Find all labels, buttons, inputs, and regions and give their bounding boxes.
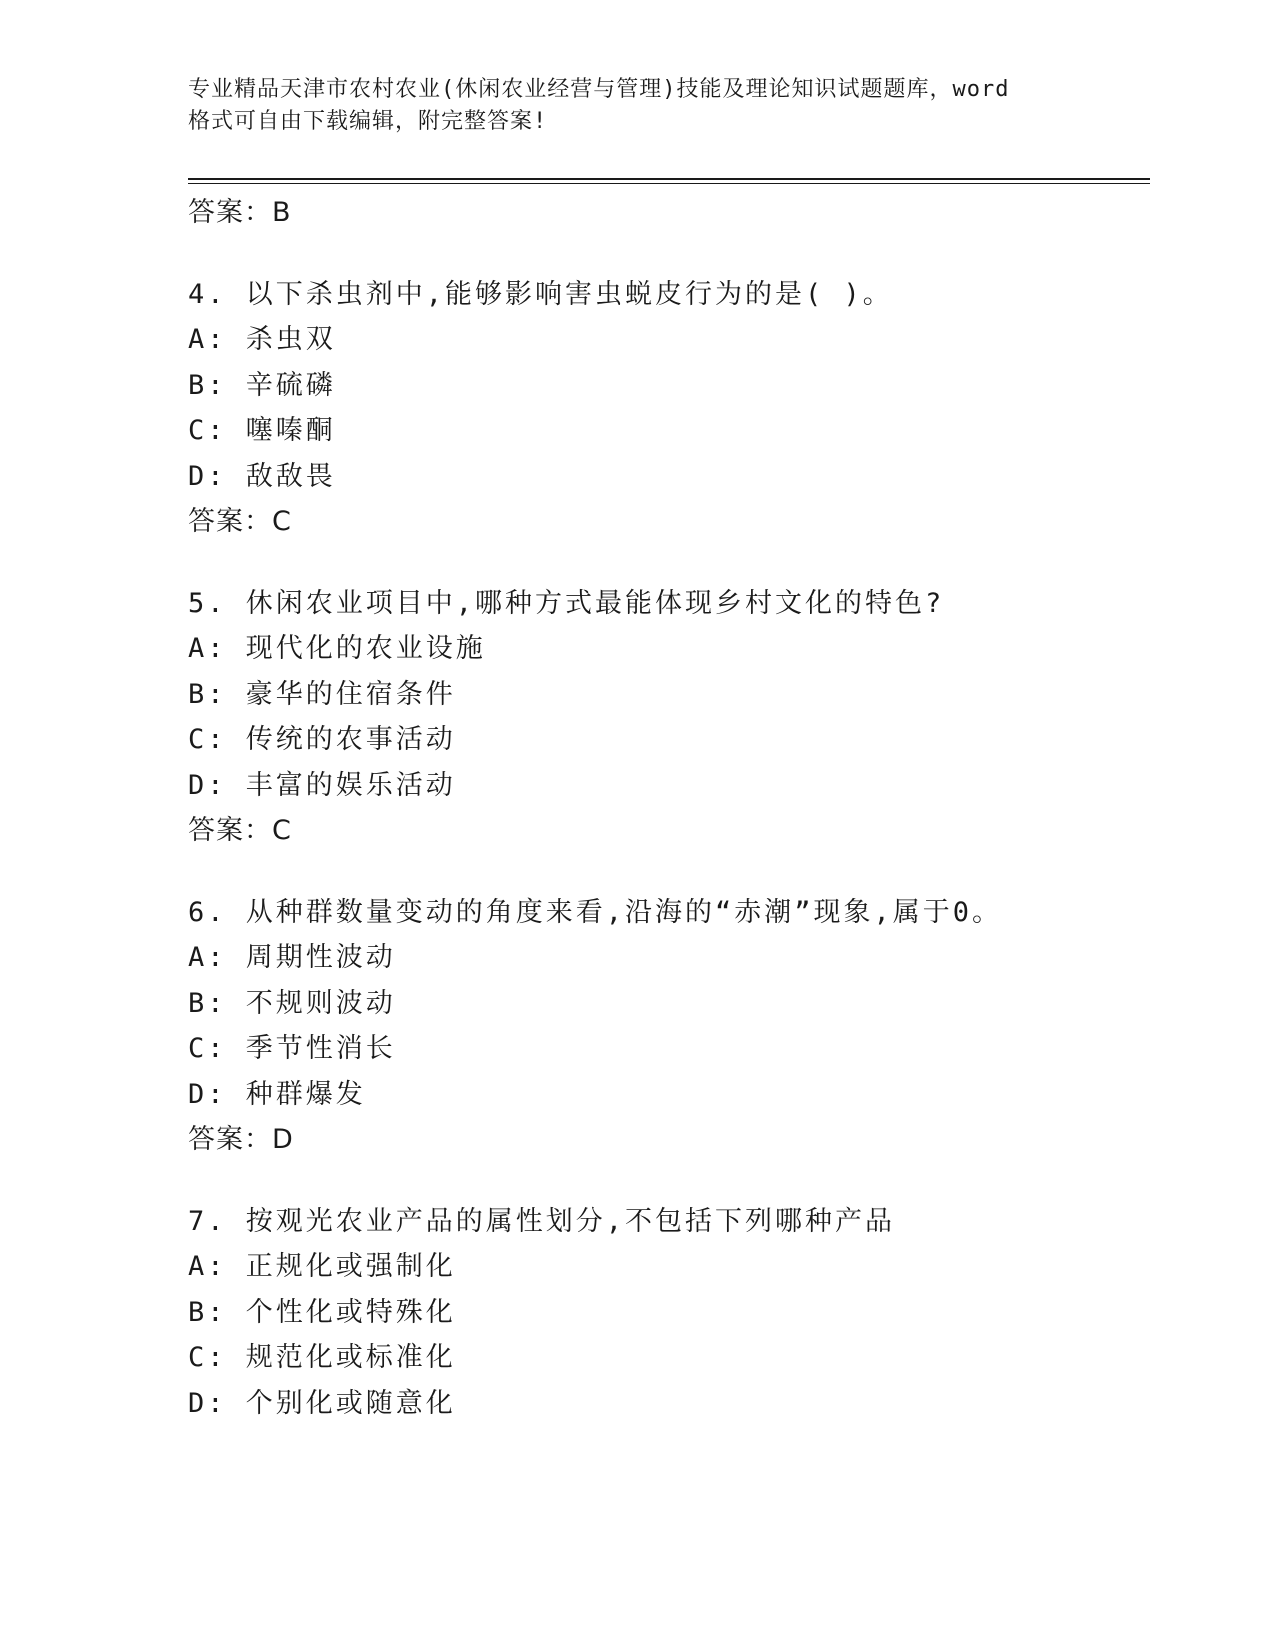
answer: 答案：C xyxy=(188,506,292,537)
question-5 xyxy=(188,581,1128,854)
header-divider-thin xyxy=(188,183,1150,184)
option-a: A: 杀虫双 xyxy=(188,324,336,355)
question-7 xyxy=(188,1199,1128,1427)
answer-3: 答案：B xyxy=(188,197,292,228)
option-b: B: 豪华的住宿条件 xyxy=(188,678,456,710)
question-stem: 5. 休闲农业项目中,哪种方式最能体现乡村文化的特色? xyxy=(188,587,945,619)
option-a: A: 现代化的农业设施 xyxy=(188,633,486,664)
option-d: D: 敌敌畏 xyxy=(188,460,336,492)
option-d: D: 丰富的娱乐活动 xyxy=(188,769,456,801)
question-4 xyxy=(188,272,1128,545)
question-stem: 4. 以下杀虫剂中,能够影响害虫蜕皮行为的是( )。 xyxy=(188,278,893,310)
option-c: C: 噻嗪酮 xyxy=(188,415,336,446)
option-b: B: 辛硫磷 xyxy=(188,369,336,401)
question-list xyxy=(188,190,1128,1426)
option-c: C: 传统的农事活动 xyxy=(188,724,456,755)
header-line-1: 专业精品天津市农村农业(休闲农业经营与管理)技能及理论知识试题题库，word xyxy=(188,77,1010,102)
option-b: B: 个性化或特殊化 xyxy=(188,1296,456,1328)
question-6 xyxy=(188,890,1128,1163)
option-d: D: 种群爆发 xyxy=(188,1078,366,1110)
answer: 答案：C xyxy=(188,815,292,846)
question-stem: 6. 从种群数量变动的角度来看,沿海的“赤潮”现象,属于0。 xyxy=(188,896,1003,928)
option-c: C: 规范化或标准化 xyxy=(188,1342,456,1373)
answer: 答案：D xyxy=(188,1124,294,1155)
option-a: A: 周期性波动 xyxy=(188,942,396,973)
document-header xyxy=(188,74,1068,138)
question-stem: 7. 按观光农业产品的属性划分,不包括下列哪种产品 xyxy=(188,1205,896,1237)
option-a: A: 正规化或强制化 xyxy=(188,1251,456,1282)
option-c: C: 季节性消长 xyxy=(188,1033,396,1064)
option-d: D: 个别化或随意化 xyxy=(188,1387,456,1419)
option-b: B: 不规则波动 xyxy=(188,987,396,1019)
header-divider-thick xyxy=(188,178,1150,180)
header-line-2: 格式可自由下载编辑，附完整答案! xyxy=(188,109,548,134)
